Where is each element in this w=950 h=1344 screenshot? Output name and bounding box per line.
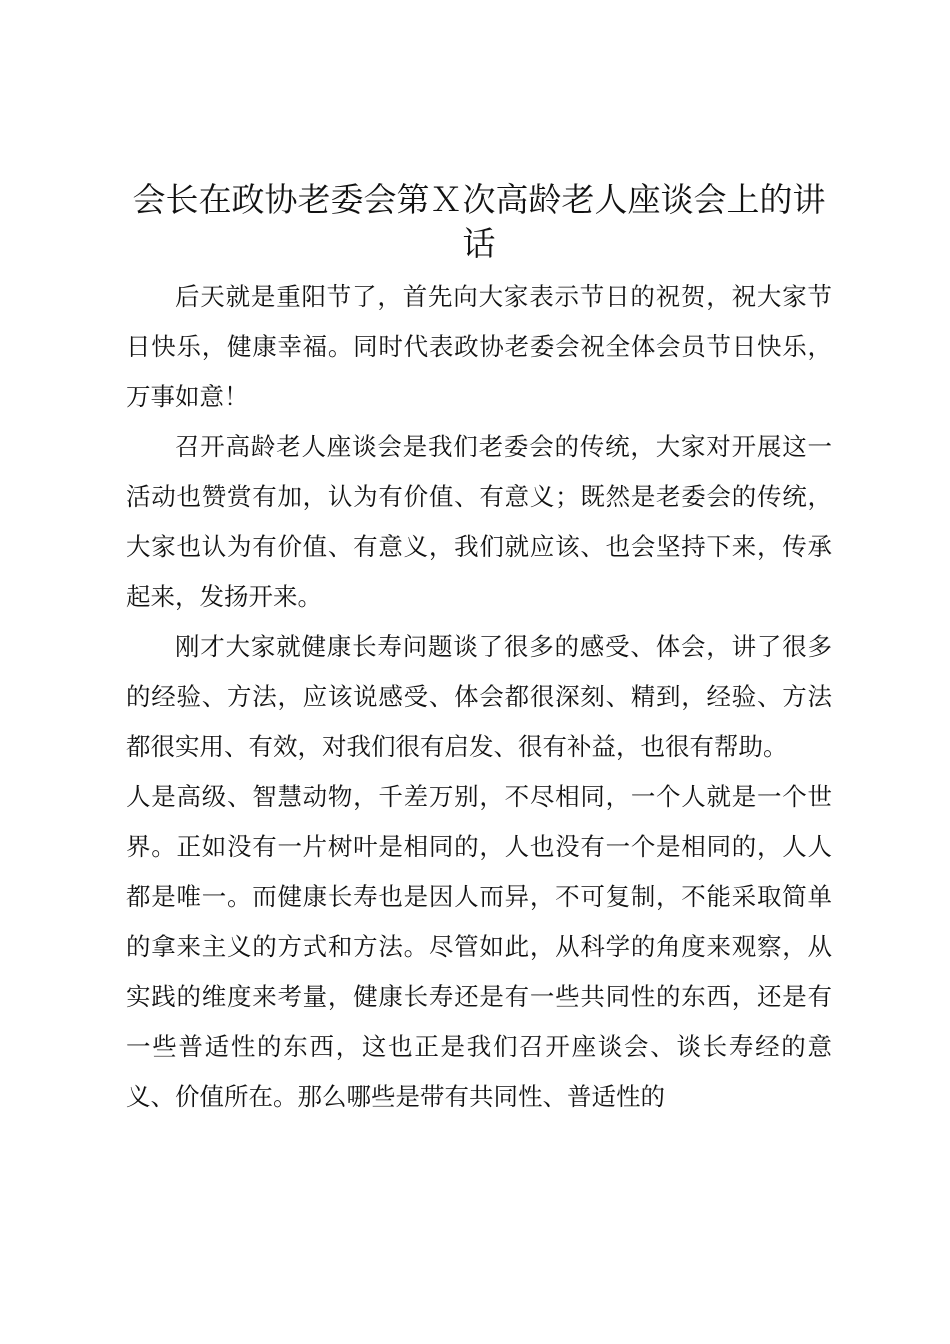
document-title: 会长在政协老委会第Ｘ次高龄老人座谈会上的讲话: [132, 180, 826, 263]
paragraph-commonality: 人是高级、智慧动物，千差万别，不尽相同，一个人就是一个世界。正如没有一片树叶是相同的，人也没有一个是相同的，人人都是唯一。而健康长寿也是因人而异，不可复制，不能采取简单的拿来主义的方式和方法。尽管如此，从科学的角度来观察，从实践的维度来考量，健康长寿还是有一些共同性的东西，还是有一些普适性的东西，这也正是我们召开座谈会、谈长寿经的意义、价值所在。那么哪些是带有共同性、普适性的: [126, 782, 832, 1111]
paragraph-greeting: 后天就是重阳节了，首先向大家表示节日的祝贺，祝大家节日快乐，健康幸福。同时代表政协老委会祝全体会员节日快乐，万事如意！: [126, 282, 832, 411]
paragraph-tradition: 召开高龄老人座谈会是我们老委会的传统，大家对开展这一活动也赞赏有加，认为有价值、有意义；既然是老委会的传统，大家也认为有价值、有意义，我们就应该、也会坚持下来，传承起来，发扬开来。: [126, 432, 832, 611]
document-body: [126, 272, 832, 1122]
paragraph-experience: 刚才大家就健康长寿问题谈了很多的感受、体会，讲了很多的经验、方法，应该说感受、体会都很深刻、精到，经验、方法都很实用、有效，对我们很有启发、很有补益，也很有帮助。: [126, 632, 832, 761]
document-page: [126, 178, 832, 1122]
